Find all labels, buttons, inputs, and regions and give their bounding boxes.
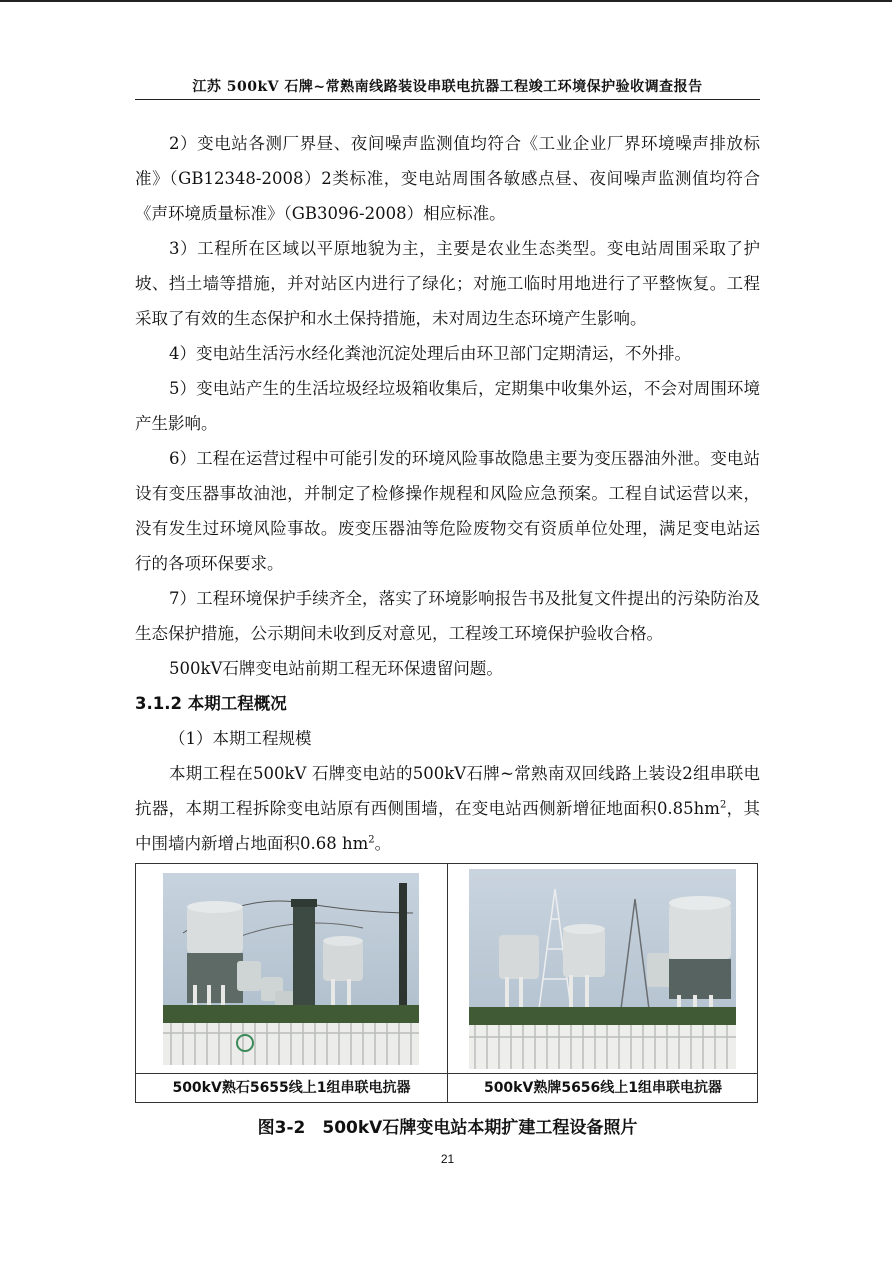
paragraph-sewage: 4）变电站生活污水经化粪池沉淀处理后由环卫部门定期清运，不外排。 <box>169 344 691 363</box>
paragraph-garbage: 5）变电站产生的生活垃圾经垃圾箱收集后，定期集中收集外运，不会对周围环境产生影响。 <box>135 379 760 433</box>
paragraph-noise: 2）变电站各测厂界昼、夜间噪声监测值均符合《工业企业厂界环境噪声排放标准》（GB12348-2008）2类标准，变电站周围各敏感点昼、夜间噪声监测值均符合《声环境质量标准》（GB3096-2008）相应标准。 <box>135 134 760 223</box>
paragraph-no-legacy: 500kV石牌变电站前期工程无环保遗留问题。 <box>169 659 503 678</box>
photo-left-caption: 500kV熟石5655线上1组串联电抗器 <box>172 1080 411 1096</box>
page-top-border <box>0 0 892 2</box>
scale-text: 本期工程在500kV 石牌变电站的500kV石牌~常熟南双回线路上装设2组串联电抗器，本期工程拆除变电站原有西侧围墙，在变电站西侧新增征地面积 <box>135 764 760 818</box>
photo-reactor-5656 <box>469 869 736 1069</box>
page-number: 21 <box>440 1152 455 1166</box>
area-inside-wall: 0.68 hm <box>300 834 369 853</box>
paragraph-risk: 6）工程在运营过程中可能引发的环境风险事故隐患主要为变压器油外泄。变电站设有变压器事故油池，并制定了检修操作规程和风险应急预案。工程自试运营以来，没有发生过环境风险事故。废变压器油等危险废物交有资质单位处理，满足变电站运行的各项环保要求。 <box>135 449 760 573</box>
header-rule <box>135 99 760 100</box>
sub-heading: （1）本期工程规模 <box>169 729 312 748</box>
photo-right-caption: 500kV熟牌5656线上1组串联电抗器 <box>483 1080 723 1096</box>
paragraph-procedures: 7）工程环境保护手续齐全，落实了环境影响报告书及批复文件提出的污染防治及生态保护措施，公示期间未收到反对意见，工程竣工环境保护验收合格。 <box>135 589 760 643</box>
photo-reactor-5655 <box>163 873 419 1065</box>
running-header: 江苏 500kV 石牌~常熟南线路装设串联电抗器工程竣工环境保护验收调查报告 <box>192 79 703 95</box>
area-new-land-unit-sup: 2 <box>719 799 727 811</box>
main-content <box>135 126 760 861</box>
area-new-land: 0.85hm <box>656 799 720 818</box>
scale-text-end: 。 <box>374 834 392 853</box>
scale-text-mid: ，其中围墙内新增占地面积 <box>135 799 761 853</box>
table-divider-vertical <box>447 864 448 1102</box>
photo-table <box>135 863 758 1103</box>
figure-caption: 图3-2 500kV石牌变电站本期扩建工程设备照片 <box>257 1118 638 1138</box>
paragraph-ecology: 3）工程所在区域以平原地貌为主，主要是农业生态类型。变电站周围采取了护坡、挡土墙等措施，并对站区内进行了绿化；对施工临时用地进行了平整恢复。工程采取了有效的生态保护和水土保持措施，未对周边生态环境产生影响。 <box>135 239 760 328</box>
section-heading: 3.1.2 本期工程概况 <box>135 694 287 713</box>
paragraph-scale <box>135 756 760 861</box>
area-inside-wall-unit-sup: 2 <box>368 834 375 846</box>
